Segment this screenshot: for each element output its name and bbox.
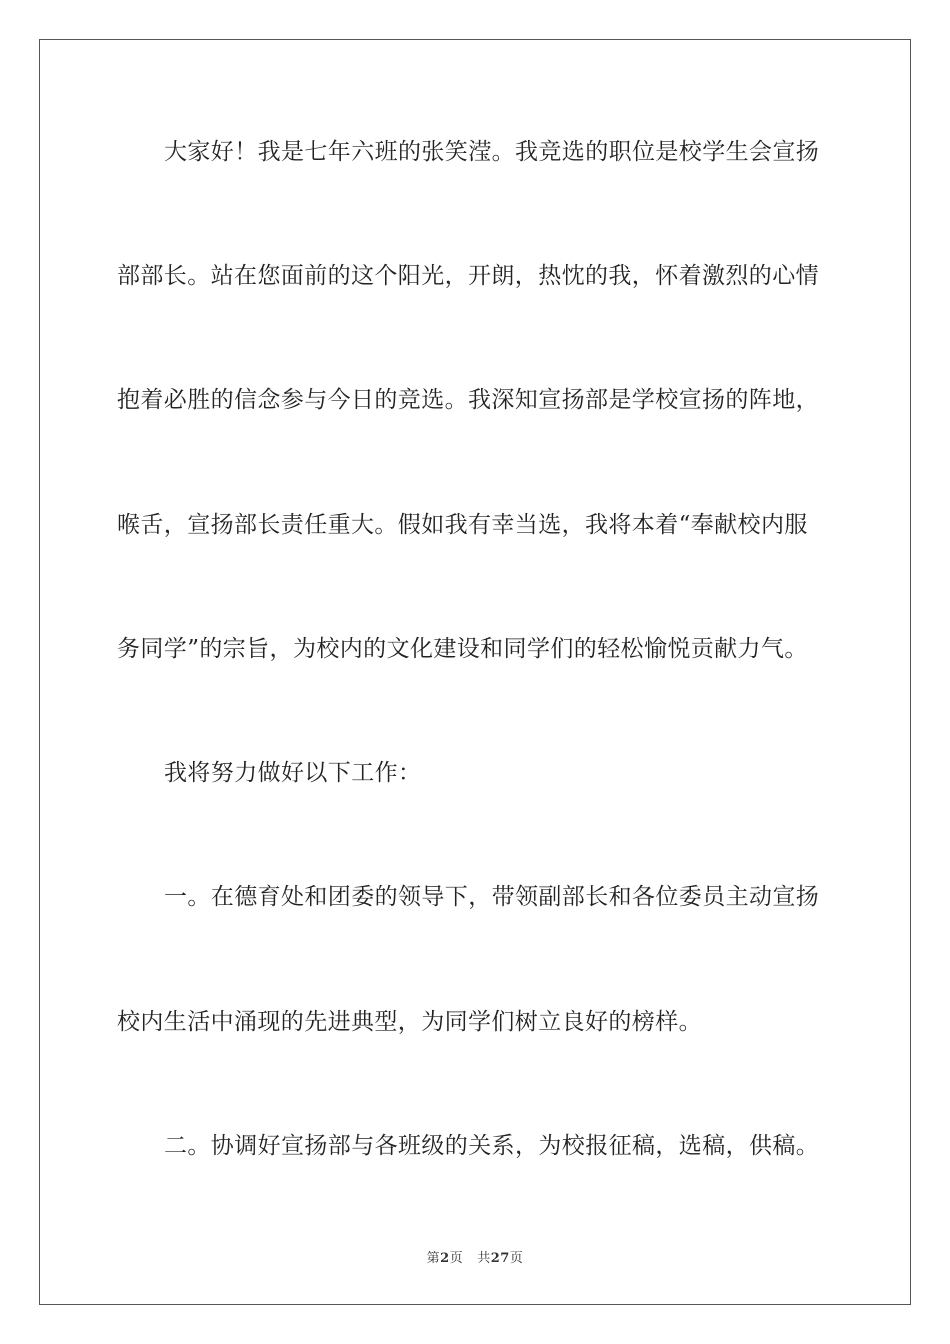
footer-total-prefix: 共 [477, 1251, 491, 1266]
paragraph-line-9: 二。协调好宣扬部与各班级的关系，为校报征稿，选稿，供稿。 [164, 1133, 820, 1159]
paragraph-line-8: 校内生活中涌现的先进典型，为同学们树立良好的榜样。 [117, 1009, 702, 1035]
footer-page-suffix: 页 [449, 1251, 464, 1266]
paragraph-line-2: 部部长。站在您面前的这个阳光，开朗，热忱的我，怀着激烈的心情 [117, 263, 819, 289]
paragraph-line-1: 大家好！我是七年六班的张笑滢。我竞选的职位是校学生会宣扬 [164, 139, 820, 165]
footer-page-prefix: 第 [426, 1251, 441, 1266]
page-footer [0, 1247, 950, 1266]
paragraph-line-3: 抱着必胜的信念参与今日的竞选。我深知宣扬部是学校宣扬的阵地， [117, 387, 819, 413]
footer-total-pages: 27 [490, 1251, 510, 1266]
paragraph-line-7: 一。在德育处和团委的领导下，带领副部长和各位委员主动宣扬 [164, 884, 820, 910]
footer-total-suffix: 页 [509, 1251, 524, 1266]
footer-page-number: 2 [440, 1251, 450, 1266]
paragraph-line-6: 我将努力做好以下工作： [164, 760, 422, 786]
paragraph-line-4: 喉舌，宣扬部长责任重大。假如我有幸当选，我将本着“奉献校内服 [117, 512, 808, 538]
paragraph-line-5: 务同学”的宗旨，为校内的文化建设和同学们的轻松愉悦贡献力气。 [117, 636, 808, 662]
page-frame [39, 39, 911, 1305]
